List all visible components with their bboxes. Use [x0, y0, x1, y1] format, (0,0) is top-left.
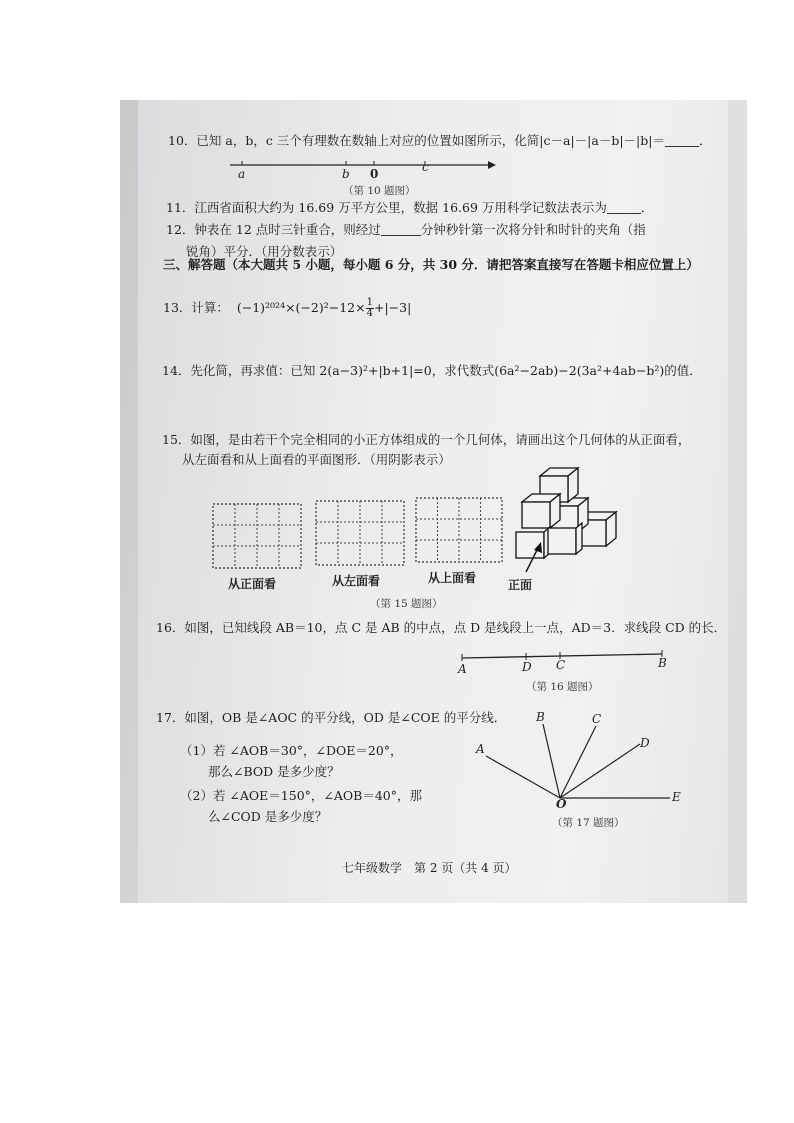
q17-part1a: （1）若 ∠AOB＝30°，∠DOE＝20°，	[180, 743, 403, 758]
q15-cube-figure	[516, 462, 626, 582]
q10-label-b: b	[342, 167, 350, 181]
q17-ray-a: A	[476, 742, 485, 756]
q10-blank[interactable]	[665, 134, 699, 147]
q14-text: 14．先化简，再求值：已知 2(a−3)²+|b+1|=0，求代数式(6a²−2ab)−2(3a²+4ab−b²)的值．	[162, 363, 702, 378]
q17-text: 17．如图，OB 是∠AOC 的平分线，OD 是∠COE 的平分线．	[156, 710, 507, 725]
q10-number-line	[138, 155, 728, 195]
q10-caption: （第 10 题图）	[343, 185, 416, 197]
q16-point-c: C	[556, 658, 566, 672]
q15-view-top: 从上面看	[428, 571, 477, 585]
q17-angle-figure	[478, 710, 698, 820]
exam-paper	[138, 100, 728, 903]
q11-text: 11．江西省面积大约为 16.69 万平方公里，数据 16.69 万用科学记数法表示为 ．	[166, 200, 654, 215]
q10-label-c: c	[422, 160, 429, 174]
q17-ray-e: E	[672, 790, 681, 804]
q11-blank[interactable]	[607, 201, 641, 214]
q13-fraction: $\frac{1}{4}$	[366, 297, 373, 319]
q17-ray-b: B	[536, 710, 545, 724]
q16-point-d: D	[522, 660, 532, 674]
q15-grid-front	[213, 504, 303, 568]
q12-blank[interactable]	[381, 223, 421, 236]
q17-part2a: （2）若 ∠AOE＝150°，∠AOB＝40°，那	[180, 788, 422, 803]
q15-line2: 从左面看和从上面看的平面图形．（用阴影表示）	[182, 452, 451, 467]
q10-label-a: a	[238, 167, 246, 181]
q17-ray-d: D	[640, 736, 650, 750]
q13-text: 13．计算： (−1)²⁰²⁴×(−2)²−12× $\frac{1}{4}$ +|−3|	[163, 297, 412, 319]
exam-photo	[120, 100, 747, 903]
q15-front-label: 正面	[508, 578, 533, 592]
q16-point-a: A	[458, 662, 467, 676]
q17-vertex-o: O	[556, 797, 567, 811]
q10-label-0: 0	[370, 167, 379, 181]
q17-part1b: 那么∠BOD 是多少度？	[208, 764, 340, 779]
q16-caption: （第 16 题图）	[526, 681, 599, 693]
q15-view-front: 从正面看	[228, 577, 277, 591]
q15-grid-top	[416, 498, 506, 562]
page-footer: 七年级数学 第 2 页（共 4 页）	[342, 861, 517, 875]
q15-line1: 15．如图，是由若干个完全相同的小正方体组成的一个几何体，请画出这个几何体的从正面看，	[162, 432, 691, 447]
q17-part2b: 么∠COD 是多少度？	[208, 809, 328, 824]
q15-view-left: 从左面看	[332, 574, 381, 588]
q16-text: 16．如图，已知线段 AB＝10，点 C 是 AB 的中点，点 D 是线段上一点，AD＝3．求线段 CD 的长．	[156, 620, 727, 635]
q15-caption: （第 15 题图）	[370, 598, 443, 610]
q17-caption: （第 17 题图）	[552, 817, 625, 829]
q15-grid-left	[316, 501, 406, 565]
section3-title: 三、解答题（本大题共 5 小题，每小题 6 分，共 30 分．请把答案直接写在答题卡相应位置上）	[163, 257, 699, 272]
q17-ray-c: C	[592, 712, 602, 726]
q16-segment	[458, 648, 678, 668]
q10-text: 10．已知 a，b，c 三个有理数在数轴上对应的位置如图所示，化简|c－a|－|a－b|－|b|＝ ．	[168, 133, 712, 148]
q12-line2: 锐角）平分．（用分数表示）	[186, 244, 343, 259]
q16-point-b: B	[658, 656, 667, 670]
q12-line1: 12．钟表在 12 点时三针重合，则经过 分钟秒针第一次将分针和时针的夹角（指	[166, 222, 646, 237]
